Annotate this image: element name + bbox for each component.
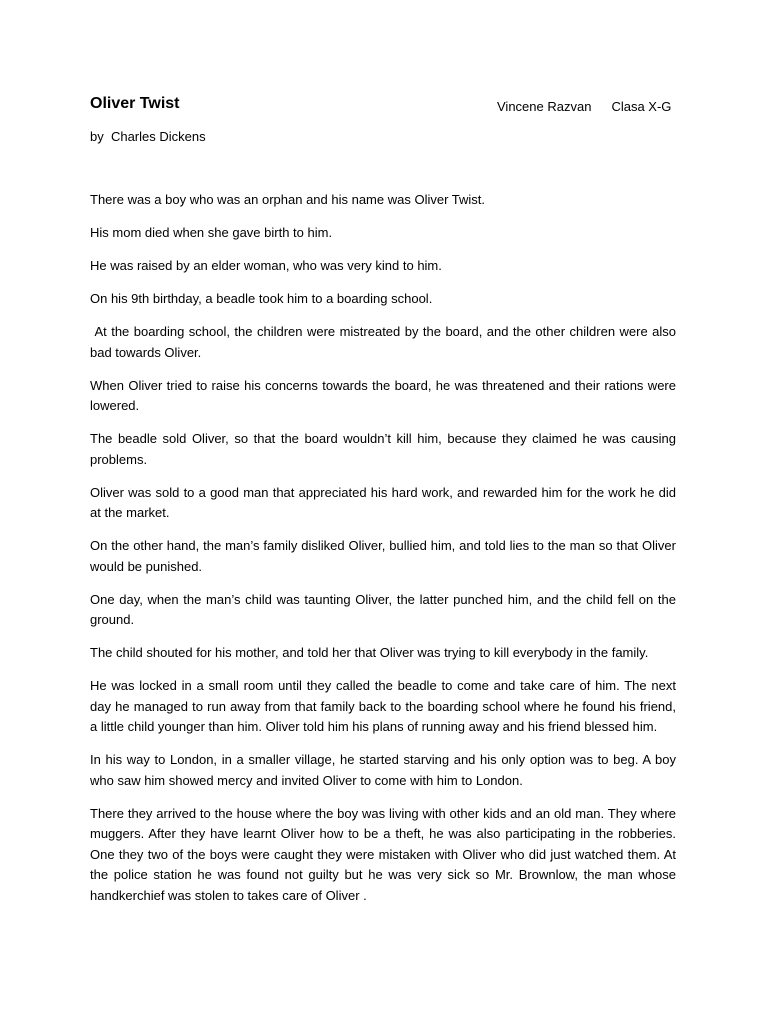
document-header [90,92,670,122]
paragraph: There they arrived to the house where the boy was living with other kids and an old man. They where muggers. After they have learnt Oliver how to be a theft, he was also participating in the robberies. One they two of the boys were caught they were mistaken with Oliver who did just watched them. At the police station he was found not guilty but he was very sick so Mr. Brownlow, the man whose handkerchief was stolen to takes care of Oliver . [90,805,676,903]
document-title: Oliver Twist [90,95,180,112]
paragraph: One day, when the man’s child was taunting Oliver, the latter punched him, and the child fell on the ground. [90,591,676,627]
paragraph: The child shouted for his mother, and told her that Oliver was trying to kill everybody in the family. [90,645,649,660]
paragraph: The beadle sold Oliver, so that the board wouldn’t kill him, because they claimed he was causing problems. [90,431,676,467]
student-name: Vincene Razvan [497,99,592,114]
paragraph: He was locked in a small room until they called the beadle to come and take care of him. The next day he managed to run away from that family back to the boarding school where he found his friend, a little child younger than him. Oliver told him his plans of running away and his friend blessed him. [90,678,676,734]
paragraph: He was raised by an elder woman, who was very kind to him. [90,258,442,273]
author-info [497,99,671,114]
paragraph: Oliver was sold to a good man that appreciated his hard work, and rewarded him for the work he did at the market. [90,484,676,520]
body-text [90,190,680,919]
paragraph: On his 9th birthday, a beadle took him to a boarding school. [90,291,433,306]
paragraph: His mom died when she gave birth to him. [90,225,333,240]
paragraph: In his way to London, in a smaller village, he started starving and his only option was to beg. A boy who saw him showed mercy and invited Oliver to come with him to London. [90,752,676,788]
paragraph: When Oliver tried to raise his concerns towards the board, he was threatened and their rations were lowered. [90,377,676,413]
paragraph: At the boarding school, the children were mistreated by the board, and the other children were also bad towards Oliver. [90,324,680,360]
paragraph: On the other hand, the man’s family disliked Oliver, bullied him, and told lies to the man so that Oliver would be punished. [90,538,676,574]
paragraph: There was a boy who was an orphan and his name was Oliver Twist. [90,192,486,207]
class-name: Clasa X-G [611,99,672,114]
byline: by Charles Dickens [90,129,206,144]
